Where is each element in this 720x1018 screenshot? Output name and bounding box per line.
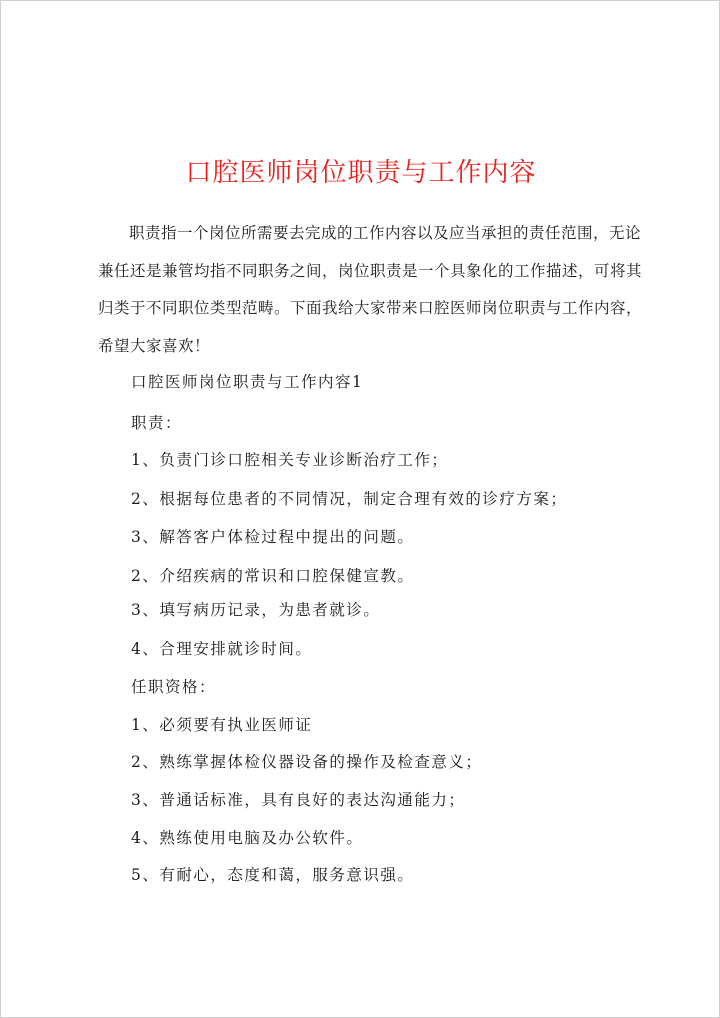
duty-item: 2、根据每位患者的不同情况，制定合理有效的诊疗方案； [131,490,568,508]
duty-item: 1、负责门诊口腔相关专业诊断治疗工作； [131,451,449,469]
duties-label: 职责： [131,414,183,432]
qualification-item: 4、熟练使用电脑及办公软件。 [131,829,364,847]
section-heading: 口腔医师岗位职责与工作内容1 [131,373,364,391]
duty-item: 3、解答客户体检过程中提出的问题。 [131,528,415,546]
duty-item: 3、填写病历记录，为患者就诊。 [131,601,381,619]
qualification-item: 3、普通话标准，具有良好的表达沟通能力； [131,791,466,809]
intro-paragraph: 职责指一个岗位所需要去完成的工作内容以及应当承担的责任范围，无论兼任还是兼管均指不同职务之间，岗位职责是一个具象化的工作描述，可将其归类于不同职位类型范畴。下面我给大家带来口腔医师岗位职责与工作内容，希望大家喜欢！ [98,224,643,355]
qualification-item: 2、熟练掌握体检仪器设备的操作及检查意义； [131,753,483,771]
document-title: 口腔医师岗位职责与工作内容 [185,158,537,188]
duty-item: 4、合理安排就诊时间。 [131,640,313,658]
qualification-item: 5、有耐心，态度和蔼，服务意识强。 [131,866,415,884]
duty-item: 2、介绍疾病的常识和口腔保健宣教。 [131,567,415,585]
qualification-item: 1、必须要有执业医师证 [131,716,313,734]
qualifications-label: 任职资格： [131,678,217,696]
